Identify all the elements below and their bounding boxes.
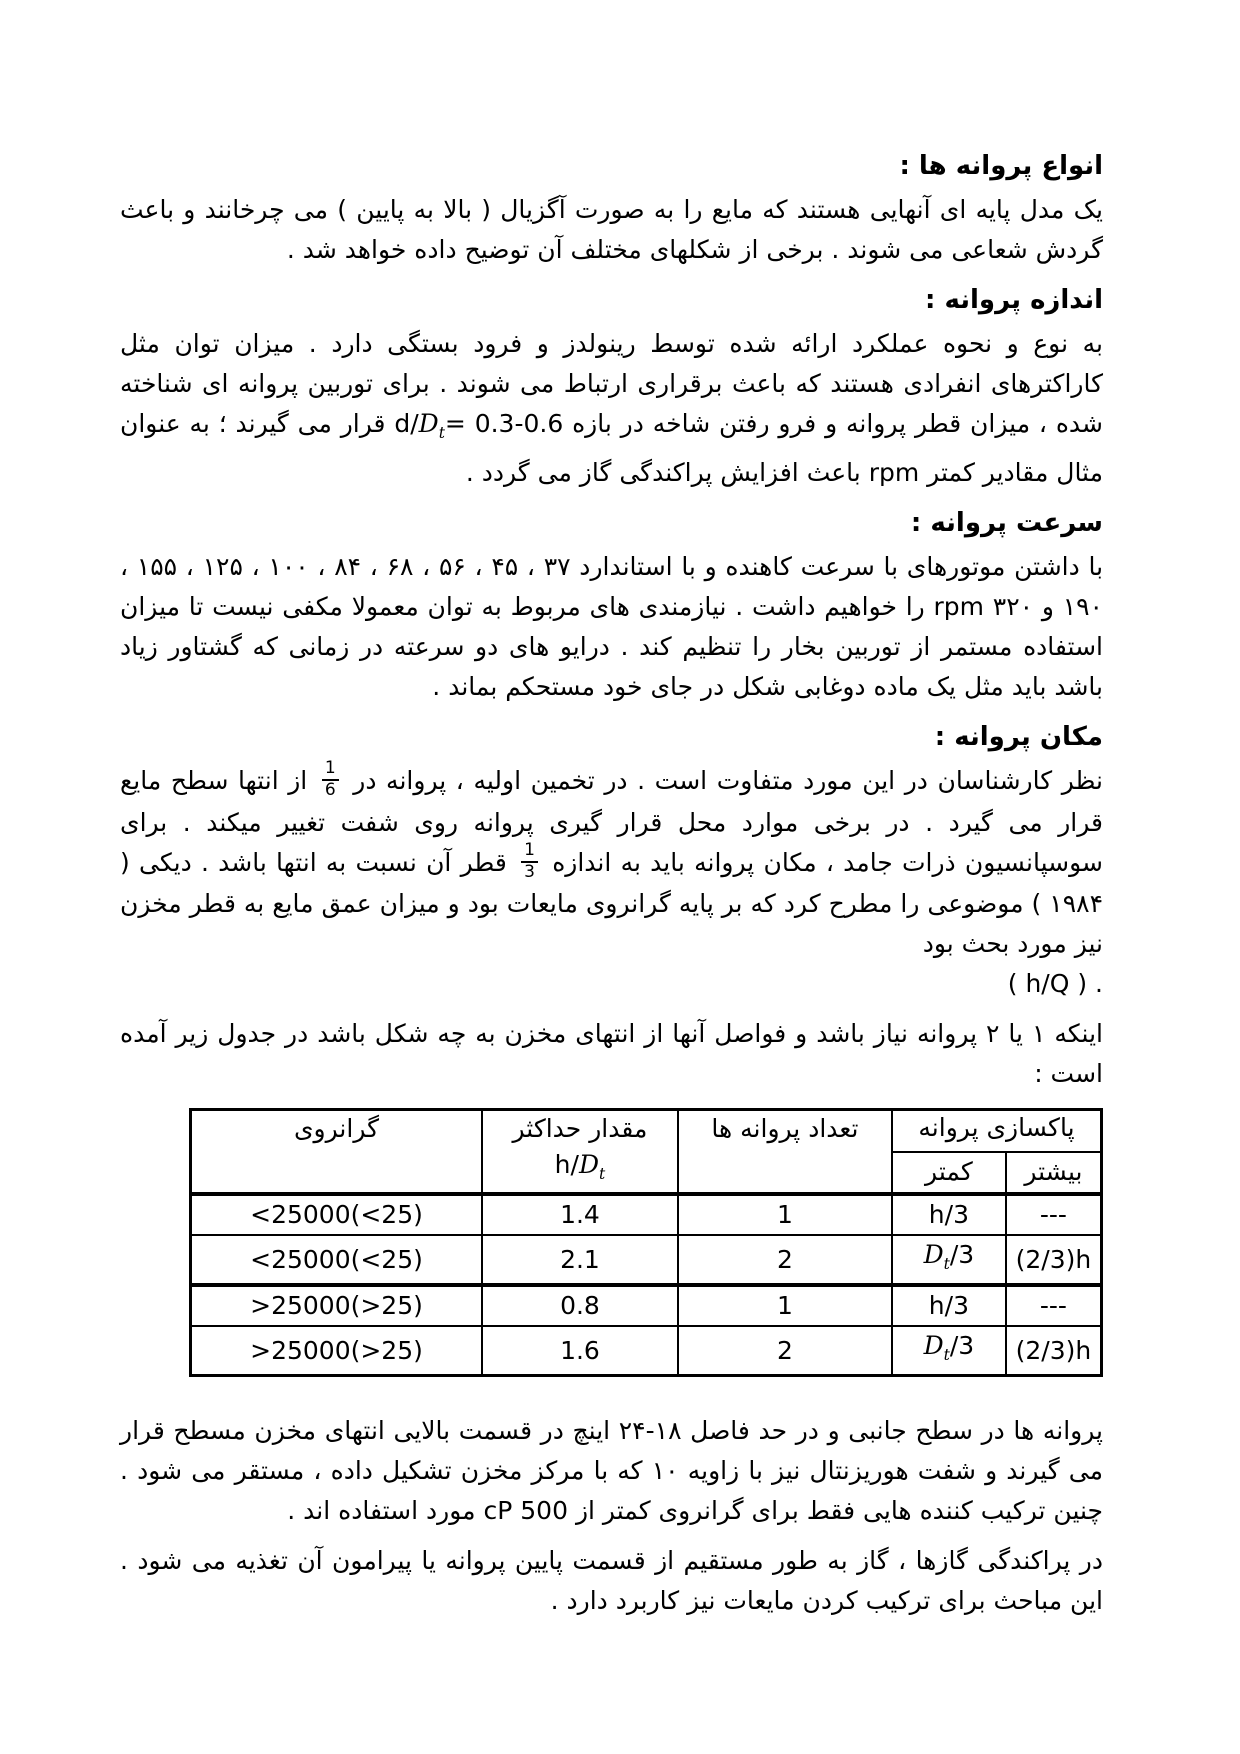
table-cell-max-value bbox=[482, 1285, 678, 1326]
table-cell-impeller-count bbox=[678, 1235, 892, 1285]
table-header-max-formula bbox=[487, 1147, 673, 1192]
table-row bbox=[191, 1285, 1102, 1326]
latin-text: 2 bbox=[776, 1244, 793, 1274]
table-cell-clearance-more bbox=[1006, 1194, 1102, 1235]
table-cell-max-value bbox=[482, 1326, 678, 1376]
latin-text: <25000(<25) bbox=[250, 1200, 423, 1230]
inline-formula: $h/D_t$ bbox=[554, 1150, 606, 1184]
inline-formula: $D_t/3$ bbox=[923, 1331, 975, 1365]
latin-text: --- bbox=[1039, 1291, 1067, 1321]
paragraph-table-intro: اینکه ۱ یا ۲ پروانه نیاز باشد و فواصل آنها از انتهای مخزن به چه شکل باشد در جدول زیر آمده است : bbox=[120, 1019, 1103, 1089]
latin-text: h/3 bbox=[928, 1200, 969, 1230]
table-cell-clearance-less bbox=[892, 1285, 1006, 1326]
table-row bbox=[191, 1235, 1102, 1285]
table-cell-clearance-less bbox=[892, 1326, 1006, 1376]
heading-impeller-size: اندازه پروانه : bbox=[925, 285, 1103, 315]
table-cell-viscosity bbox=[191, 1194, 483, 1235]
paragraph-impeller-types: یک مدل پایه ای آنهایی هستند که مایع را به صورت آگزیال ( بالا به پایین ) می چرخانند و باعث گردش شعاعی می شوند . برخی از شکلهای مختلف آن توضیح داده خواهد شد . bbox=[120, 195, 1103, 264]
latin-text: 2.1 bbox=[560, 1244, 600, 1274]
inline-formula: $D_t/3$ bbox=[923, 1240, 975, 1274]
latin-text: 0.8 bbox=[560, 1291, 600, 1321]
paragraph-impeller-speed: با داشتن موتورهای با سرعت کاهنده و با استاندارد ۳۷ ، ۴۵ ، ۵۶ ، ۶۸ ، ۸۴ ، ۱۰۰ ، ۱۲۵ ، ۱۵۵ ، ۱۹۰ و ۳۲۰ rpm را خواهیم داشت . نیازمندی های مربوط به توان معمولا مکفی نیست تا میزان استفاده مستمر از توربین بخار را تنظیم کند . درایو های دو سرعته در زمانی که گشتاور زیاد باشد باید مثل یک ماده دوغابی شکل در جای خود مستحکم بماند . bbox=[120, 552, 1104, 701]
table-cell-clearance-less bbox=[892, 1194, 1006, 1235]
latin-text: ( h/Q ) . bbox=[1007, 969, 1103, 999]
table-cell-impeller-count bbox=[678, 1326, 892, 1376]
paragraph-gas-dispersion: در پراکندگی گازها ، گاز به طور مستقیم از قسمت پایین پروانه یا پیرامون آن تغذیه می شود . این مباحث برای ترکیب کردن مایعات نیز کاربرد دارد . bbox=[120, 1546, 1103, 1616]
latin-text: (2/3)h bbox=[1015, 1335, 1092, 1365]
paragraph-impeller-size: به نوع و نحوه عملکرد ارائه شده توسط رینولدز و فرود بستگی دارد . میزان توان مثل کاراکترهای انفرادی هستند که باعث برقراری ارتباط می شوند . برای توربین پروانه ای شناخته شده ، میزان قطر پروانه و فرو رفتن شاخه در بازه $d/D_t= 0.3-0.6$ قرار می گیرند ؛ به عنوان مثال مقادیر کمتر rpm باعث افزایش پراکندگی گاز می گردد . bbox=[120, 329, 1103, 487]
paragraph-side-entering: پروانه ها در سطح جانبی و در حد فاصل ۱۸-۲۴ اینچ در قسمت بالایی انتهای مخزن مسطح قرار می گیرند و شفت هوریزنتال نیز با زاویه ۱۰ که با مرکز مخزن تشکیل داده ، مستقر می شود . چنین ترکیب کننده هایی فقط برای گرانروی کمتر از 500 cP مورد استفاده اند . bbox=[120, 1416, 1103, 1526]
heading-impeller-speed: سرعت پروانه : bbox=[910, 508, 1103, 538]
heading-impeller-location: مکان پروانه : bbox=[934, 722, 1103, 752]
latin-text: (2/3)h bbox=[1015, 1244, 1092, 1274]
table-cell-max-value bbox=[482, 1194, 678, 1235]
table-cell-viscosity bbox=[191, 1285, 483, 1326]
table-cell-max-value bbox=[482, 1235, 678, 1285]
table-cell-impeller-count bbox=[678, 1285, 892, 1326]
paragraph-impeller-location: نظر کارشناسان در این مورد متفاوت است . در تخمین اولیه ، پروانه در $\frac{1}{6}$ از انتها سطح مایع قرار می گیرد . در برخی موارد محل قرار گیری پروانه روی شفت تغییر میکند . برای سوسپانسیون ذرات جامد ، مکان پروانه باید به اندازه $\frac{1}{3}$ قطر آن نسبت به انتها باشد . دیکی ( ۱۹۸۴ ) موضوعی را مطرح کرد که بر پایه گرانروی مایعات بود و میزان عمق مایع به قطر مخزن نیز مورد بحث بود bbox=[120, 758, 1103, 959]
latin-text: >25000(>25) bbox=[250, 1291, 423, 1321]
table-header-impeller-count: تعداد پروانه ها bbox=[678, 1110, 892, 1195]
table-cell-impeller-count bbox=[678, 1194, 892, 1235]
table-cell-viscosity bbox=[191, 1235, 483, 1285]
latin-text: --- bbox=[1039, 1200, 1067, 1230]
table-row bbox=[191, 1326, 1102, 1376]
latin-text: 1 bbox=[776, 1291, 793, 1321]
latin-text: 1 bbox=[776, 1200, 793, 1230]
table-header-max-label: مقدار حداکثر bbox=[512, 1114, 648, 1144]
latin-text: >25000(>25) bbox=[250, 1335, 423, 1365]
table-header-impeller-clearance: پاکسازی پروانه bbox=[892, 1110, 1102, 1152]
hq-ratio-note bbox=[120, 964, 1103, 1004]
table-cell-clearance-more bbox=[1006, 1235, 1102, 1285]
latin-text: 2 bbox=[776, 1335, 793, 1365]
table-cell-clearance-more bbox=[1006, 1326, 1102, 1376]
heading-impeller-types: انواع پروانه ها : bbox=[899, 151, 1103, 181]
table-cell-clearance-more bbox=[1006, 1285, 1102, 1326]
table-header-clearance-less: کمتر bbox=[892, 1152, 1006, 1195]
latin-text: h/3 bbox=[928, 1291, 969, 1321]
table-header-viscosity: گرانروی bbox=[191, 1110, 483, 1195]
table-header-clearance-more: بیشتر bbox=[1006, 1152, 1102, 1195]
table-body bbox=[191, 1194, 1102, 1376]
latin-text: 1.4 bbox=[560, 1200, 600, 1230]
table-cell-viscosity bbox=[191, 1326, 483, 1376]
impeller-clearance-table bbox=[189, 1108, 1103, 1377]
table-row bbox=[191, 1194, 1102, 1235]
latin-text: 1.6 bbox=[560, 1335, 600, 1365]
latin-text: <25000(<25) bbox=[250, 1244, 423, 1274]
inline-formula: $d/D_t= 0.3-0.6$ bbox=[394, 409, 564, 442]
table-cell-clearance-less bbox=[892, 1235, 1006, 1285]
table-header-max-value bbox=[482, 1110, 678, 1195]
table-header-row-1 bbox=[191, 1110, 1102, 1152]
stacked-fraction: $\frac{1}{6}$ bbox=[322, 759, 339, 800]
stacked-fraction: $\frac{1}{3}$ bbox=[521, 841, 538, 882]
